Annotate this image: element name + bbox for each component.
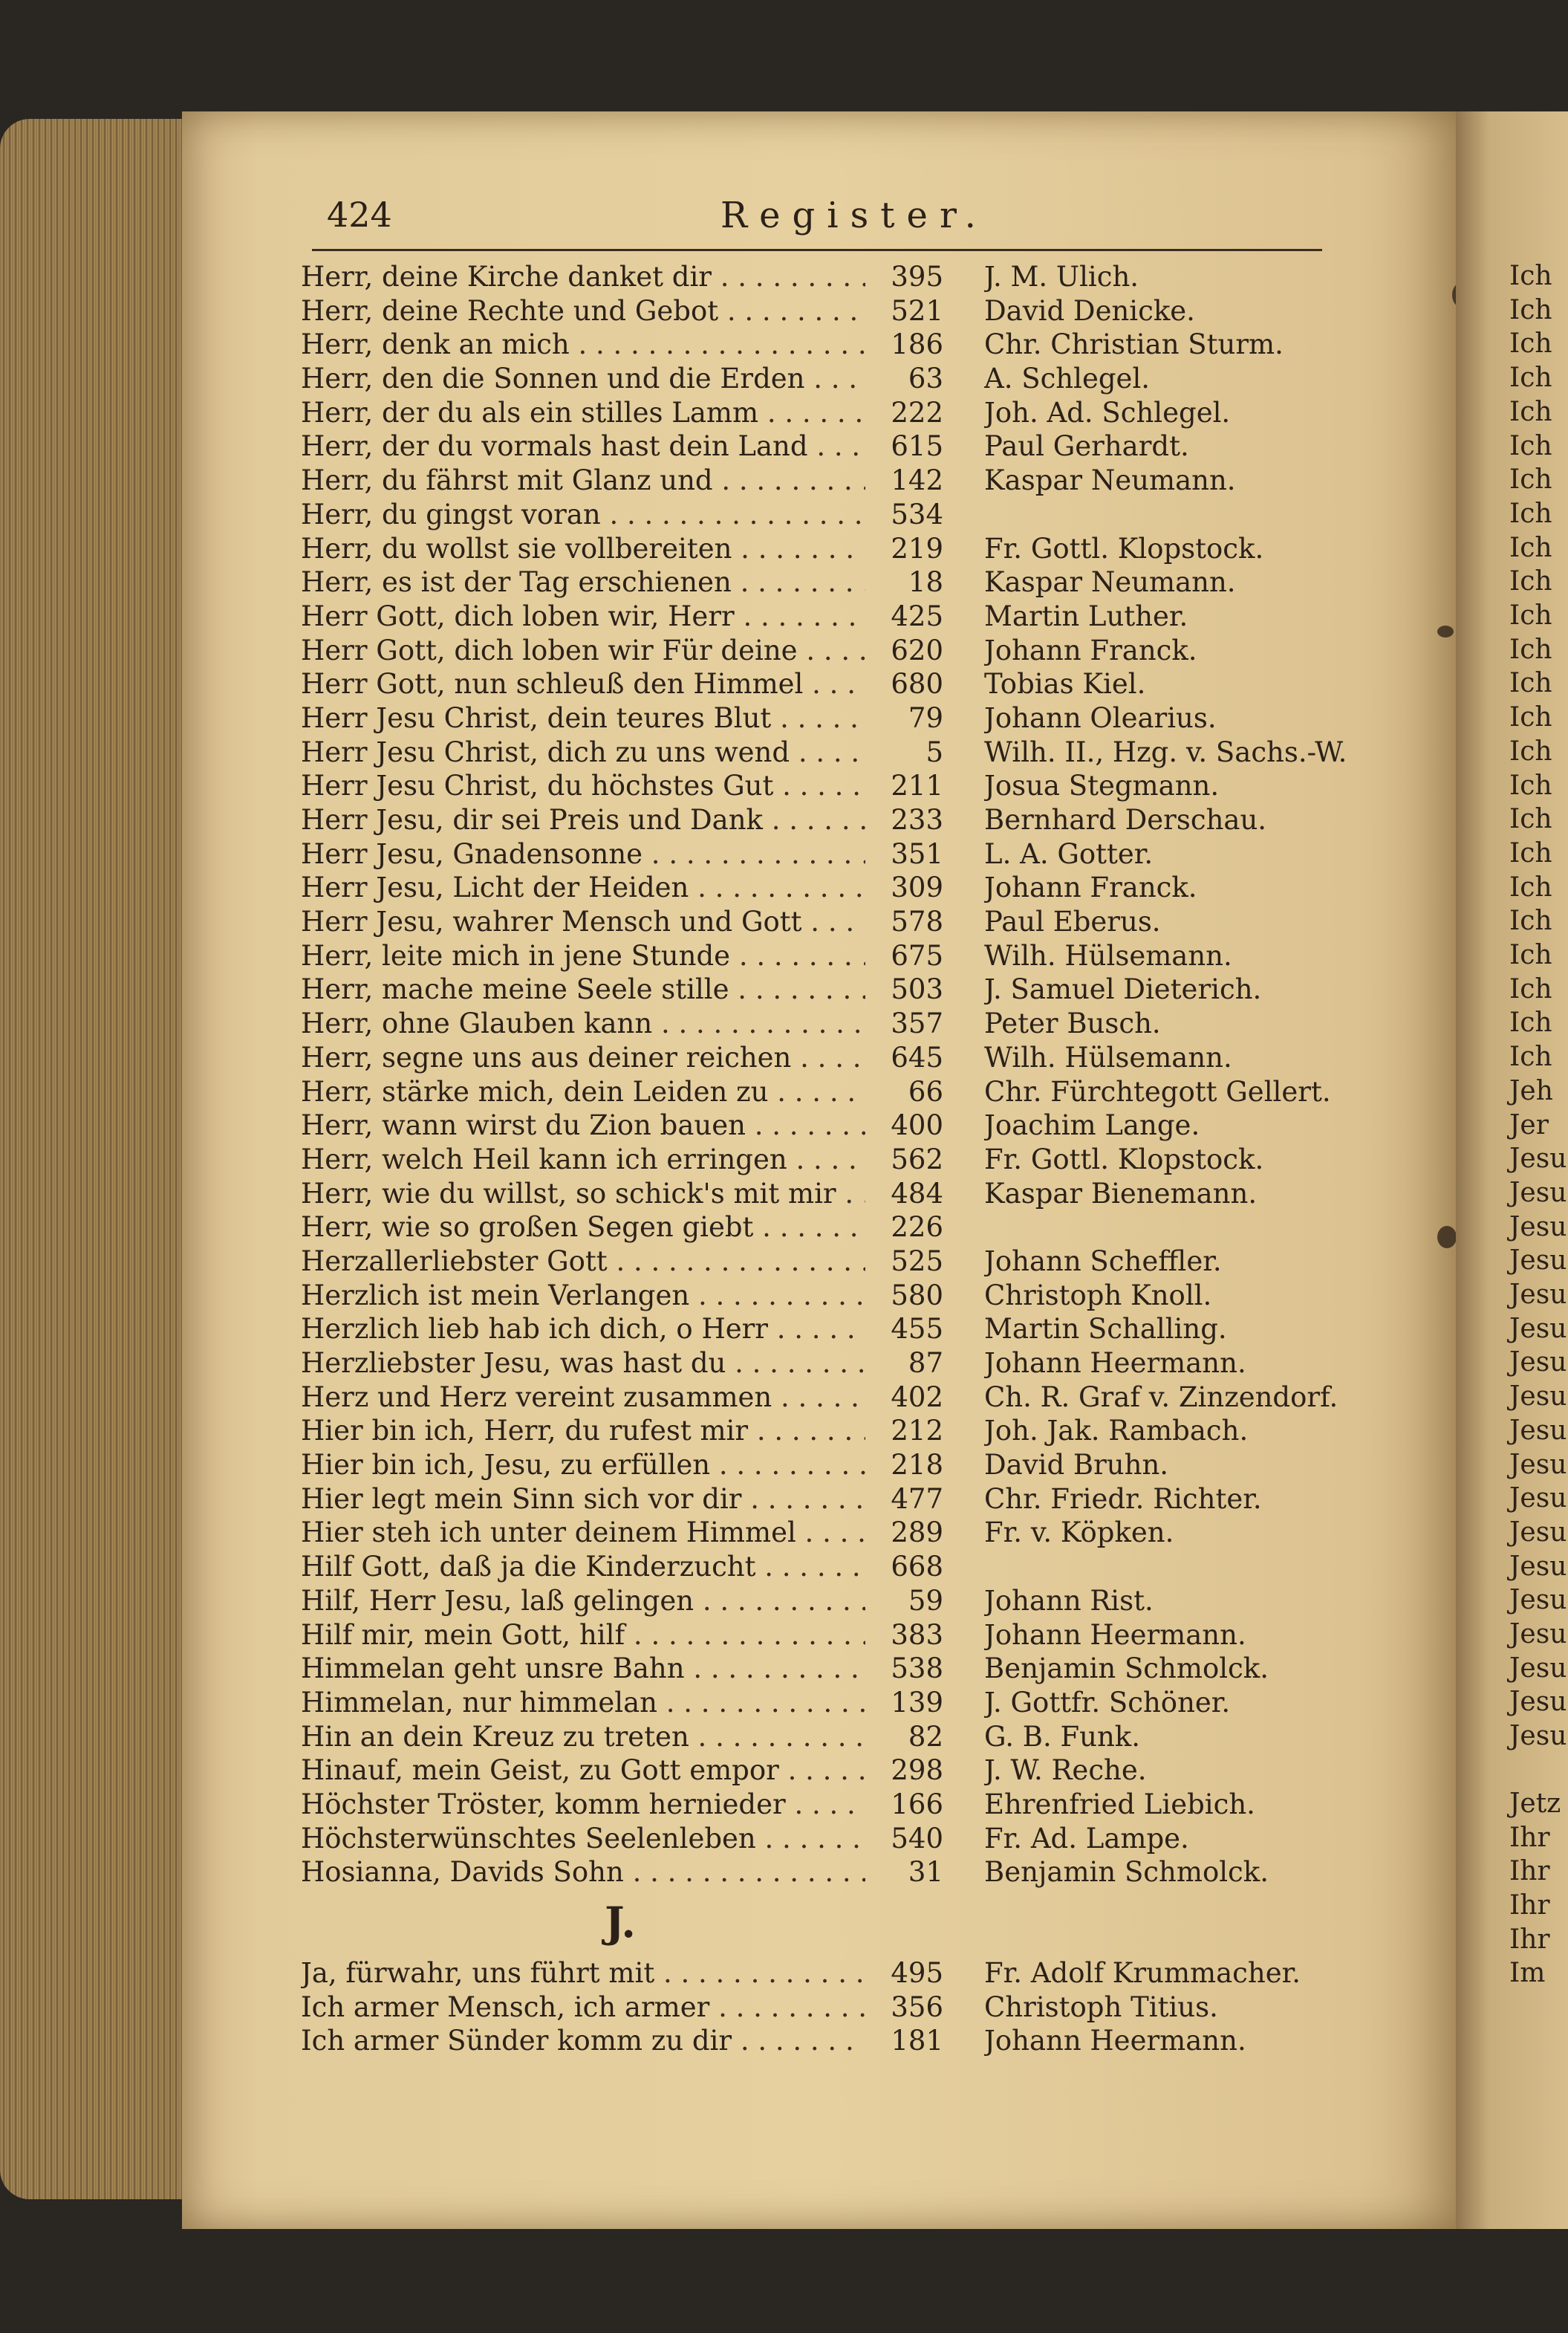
facing-page-fragment: Ich (1509, 837, 1552, 869)
entry-number: 540 (891, 1822, 943, 1855)
entry-author: Fr. Gottl. Klopstock. (984, 1143, 1264, 1175)
register-entry (301, 1618, 1489, 1652)
facing-page-fragment: Ich (1509, 566, 1552, 597)
facing-page-fragment: Ihr (1509, 1822, 1550, 1853)
register-entry (301, 803, 1489, 837)
facing-page-fragment: Jesu (1509, 1483, 1567, 1514)
facing-page-fragment: Ich (1509, 396, 1552, 427)
facing-page-fragment: Jesu (1509, 1381, 1567, 1412)
facing-page-fragment: Ihr (1509, 1924, 1550, 1955)
register-entry (301, 1990, 1489, 2025)
entry-number: 82 (908, 1720, 943, 1753)
entry-author: Tobias Kiel. (984, 668, 1146, 701)
facing-page-fragment: Jer (1509, 1109, 1549, 1140)
entry-author: Martin Luther. (984, 600, 1188, 632)
facing-page-fragment: Jeh (1509, 1075, 1553, 1106)
facing-page-fragment: Jesu (1509, 1551, 1567, 1582)
entry-number: 675 (891, 939, 943, 972)
entry-title: Herr, den die Sonnen und die Erden . . . (301, 362, 865, 396)
register-entry (301, 1007, 1489, 1041)
entry-number: 357 (891, 1007, 943, 1040)
entry-title: Herr Jesu, Licht der Heiden . . . (301, 871, 865, 905)
entry-title: Herr Gott, dich loben wir Für deine . . . (301, 634, 865, 668)
register-entry (301, 294, 1489, 328)
entry-title: Herr, du wollst sie vollbereiten . . . (301, 532, 865, 566)
entry-number: 645 (891, 1041, 943, 1074)
entry-number: 226 (891, 1211, 943, 1244)
entry-author: Fr. Adolf Krummacher. (984, 1957, 1301, 1989)
entry-author: Benjamin Schmolck. (984, 1856, 1269, 1889)
entry-number: 218 (891, 1449, 943, 1482)
entry-title: Hier bin ich, Herr, du rufest mir . . . (301, 1414, 865, 1448)
entry-number: 181 (891, 2025, 943, 2057)
entry-author: Johann Heermann. (984, 1618, 1246, 1651)
entry-title: Herr Jesu, Gnadensonne . . . (301, 837, 865, 872)
entry-title: Himmelan geht unsre Bahn . . . (301, 1652, 865, 1686)
entry-author: Chr. Christian Sturm. (984, 328, 1284, 361)
register-entry (301, 600, 1489, 634)
entry-title: Herr, wie du willst, so schick's mit mir . . . (301, 1177, 865, 1211)
entry-title: Herzallerliebster Gott . . . (301, 1245, 865, 1279)
register-entry (301, 1312, 1489, 1346)
page-number: 424 (327, 195, 392, 235)
entry-author: Johann Heermann. (984, 2025, 1246, 2057)
facing-page-fragment: Ich (1509, 973, 1552, 1005)
entry-title: Himmelan, nur himmelan . . . (301, 1686, 865, 1720)
entry-author: Wilh. Hülsemann. (984, 1041, 1232, 1074)
entry-author: Johann Scheffler. (984, 1245, 1222, 1277)
entry-author: David Bruhn. (984, 1449, 1169, 1482)
entry-title: Hilf Gott, daß ja die Kinderzucht . . . (301, 1550, 865, 1584)
entry-author: J. Gottfr. Schöner. (984, 1686, 1231, 1719)
register-entry (301, 1550, 1489, 1584)
entry-title: Höchster Tröster, komm hernieder . . . (301, 1788, 865, 1822)
facing-page-fragment: Jesu (1509, 1721, 1567, 1752)
register-entry (301, 905, 1489, 939)
entry-title: Herzliebster Jesu, was hast du . . . (301, 1346, 865, 1380)
entry-number: 211 (891, 770, 943, 802)
entry-author: Chr. Fürchtegott Gellert. (984, 1075, 1331, 1108)
register-entry (301, 1652, 1489, 1686)
register-entry (301, 1041, 1489, 1075)
entry-title: Hin an dein Kreuz zu treten . . . (301, 1720, 865, 1754)
entry-title: Hilf mir, mein Gott, hilf . . . (301, 1618, 865, 1652)
entry-author: J. Samuel Dieterich. (984, 973, 1262, 1006)
register-entry (301, 464, 1489, 498)
page-stain (1437, 626, 1454, 637)
entry-title: Ich armer Mensch, ich armer . . . (301, 1990, 865, 2025)
entry-title: Herr Gott, dich loben wir, Herr . . . (301, 600, 865, 634)
entry-number: 400 (891, 1109, 943, 1142)
entry-number: 495 (891, 1957, 943, 1989)
entry-number: 580 (891, 1279, 943, 1311)
entry-title: Herz und Herz vereint zusammen . . . (301, 1380, 865, 1415)
entry-number: 538 (891, 1652, 943, 1685)
entry-number: 186 (891, 328, 943, 361)
entry-author: Joh. Ad. Schlegel. (984, 396, 1231, 429)
facing-page-fragment: Ich (1509, 668, 1552, 699)
entry-title: Herr, segne uns aus deiner reichen . . . (301, 1041, 865, 1075)
entry-author: Joh. Jak. Rambach. (984, 1415, 1249, 1447)
register-entry (301, 1109, 1489, 1143)
entry-number: 79 (908, 701, 943, 734)
facing-page-fragment: Ich (1509, 1042, 1552, 1073)
entry-number: 222 (891, 396, 943, 429)
register-entry (301, 736, 1489, 770)
register-entry (301, 1788, 1489, 1822)
facing-page-fragment: Jesu (1509, 1143, 1567, 1175)
entry-title: Hier legt mein Sinn sich vor dir . . . (301, 1482, 865, 1516)
facing-page-fragment: Jesu (1509, 1687, 1567, 1718)
register-entry (301, 1822, 1489, 1856)
entry-author: Paul Eberus. (984, 906, 1161, 938)
register-entry (301, 1753, 1489, 1788)
entry-title: Herr, wann wirst du Zion bauen . . . (301, 1109, 865, 1143)
facing-page-fragment: Ich (1509, 464, 1552, 496)
register-page (182, 111, 1460, 2229)
entry-author: Martin Schalling. (984, 1313, 1227, 1346)
facing-page-fragment: Jesu (1509, 1516, 1567, 1548)
register-entry (301, 634, 1489, 668)
register-entry (301, 1482, 1489, 1516)
entry-title: Herr, du fährst mit Glanz und . . . (301, 464, 865, 498)
facing-page-fragment: Im (1509, 1958, 1546, 1989)
entry-title: Hosianna, Davids Sohn . . . (301, 1855, 865, 1889)
entry-title: Herzlich ist mein Verlangen . . . (301, 1279, 865, 1313)
facing-page-fragment: Jesu (1509, 1245, 1567, 1276)
entry-author: Ehrenfried Liebich. (984, 1788, 1255, 1820)
entry-title: Hilf, Herr Jesu, laß gelingen . . . (301, 1584, 865, 1618)
entry-author: Chr. Friedr. Richter. (984, 1482, 1262, 1515)
page-title: Register. (720, 195, 988, 236)
register-entry (301, 532, 1489, 566)
facing-page-fragment: Jesu (1509, 1211, 1567, 1242)
entry-title: Hier steh ich unter deinem Himmel . . . (301, 1516, 865, 1550)
entry-number: 142 (891, 464, 943, 497)
register-entry (301, 1448, 1489, 1482)
register-entry (301, 973, 1489, 1007)
register-entry (301, 1956, 1489, 1990)
entry-author: L. A. Gotter. (984, 837, 1154, 870)
entry-number: 425 (891, 600, 943, 632)
facing-page-fragment: Ich (1509, 328, 1552, 360)
entry-title: Herr Jesu, dir sei Preis und Dank . . . (301, 803, 865, 837)
entry-number: 18 (908, 566, 943, 599)
register-entry (301, 328, 1489, 362)
entries-section-h (301, 260, 1489, 1889)
entry-author: Johann Heermann. (984, 1347, 1246, 1379)
facing-page-fragment: Jesu (1509, 1449, 1567, 1480)
register-entry (301, 498, 1489, 532)
entry-number: 356 (891, 1990, 943, 2023)
entry-number: 219 (891, 532, 943, 565)
register-entry (301, 1346, 1489, 1380)
entry-title: Herr, leite mich in jene Stunde . . . (301, 939, 865, 973)
entry-number: 289 (891, 1516, 943, 1549)
register-entry (301, 1210, 1489, 1245)
entry-author: Fr. v. Köpken. (984, 1516, 1174, 1549)
entry-author: Benjamin Schmolck. (984, 1652, 1269, 1685)
facing-page-fragment: Ich (1509, 1007, 1552, 1039)
page-stain (1437, 1226, 1457, 1248)
register-entry (301, 1075, 1489, 1109)
facing-page-fragment: Ich (1509, 294, 1552, 325)
facing-page-fragment: Jesu (1509, 1585, 1567, 1616)
entry-title: Höchsterwünschtes Seelenleben . . . (301, 1822, 865, 1856)
entry-author: Bernhard Derschau. (984, 804, 1267, 836)
facing-page-fragment: Ich (1509, 498, 1552, 529)
register-entry (301, 565, 1489, 600)
book-page-edges (0, 119, 193, 2199)
facing-page-fragment: Jetz (1509, 1788, 1561, 1819)
entry-title: Hinauf, mein Geist, zu Gott empor . . . (301, 1753, 865, 1788)
facing-page-fragment: Ich (1509, 532, 1552, 563)
register-entry (301, 1414, 1489, 1448)
facing-page-fragment: Ich (1509, 261, 1552, 291)
entry-number: 5 (925, 736, 943, 768)
register-entry (301, 1855, 1489, 1889)
register-entry (301, 362, 1489, 396)
entry-author: Christoph Titius. (984, 1990, 1218, 2023)
entry-number: 562 (891, 1143, 943, 1175)
entry-author: Kaspar Neumann. (984, 566, 1236, 599)
entry-title: Herzlich lieb hab ich dich, o Herr . . . (301, 1312, 865, 1346)
entry-number: 484 (891, 1177, 943, 1210)
facing-page-fragment: Jesu (1509, 1177, 1567, 1208)
register-entry (301, 1516, 1489, 1550)
entry-author: Ch. R. Graf v. Zinzendorf. (984, 1380, 1338, 1413)
facing-page-fragment: Ich (1509, 940, 1552, 970)
entry-number: 503 (891, 973, 943, 1006)
entry-number: 395 (891, 261, 943, 293)
entry-number: 455 (891, 1313, 943, 1346)
entry-author: Wilh. Hülsemann. (984, 939, 1232, 972)
register-entry (301, 2024, 1489, 2058)
entry-author: Christoph Knoll. (984, 1279, 1212, 1311)
register-entry (301, 396, 1489, 430)
facing-page-fragment: Ihr (1509, 1889, 1550, 1921)
entry-author: Josua Stegmann. (984, 770, 1220, 802)
entry-author: Fr. Gottl. Klopstock. (984, 532, 1264, 565)
entry-number: 309 (891, 872, 943, 904)
facing-page-edge (1456, 111, 1568, 2229)
entry-title: Herr Gott, nun schleuß den Himmel . . . (301, 667, 865, 701)
entry-title: Herr, welch Heil kann ich erringen . . . (301, 1143, 865, 1177)
register-entries (301, 260, 1489, 2058)
facing-page-fragment: Ich (1509, 634, 1552, 665)
register-entry (301, 1720, 1489, 1754)
entry-title: Herr, denk an mich . . . (301, 328, 865, 362)
entry-number: 477 (891, 1482, 943, 1515)
entry-title: Herr, der du vormals hast dein Land . . . (301, 429, 865, 464)
register-entry (301, 1143, 1489, 1177)
entry-author: Johann Olearius. (984, 701, 1217, 734)
entry-number: 620 (891, 634, 943, 666)
entry-title: Hier bin ich, Jesu, zu erfüllen . . . (301, 1448, 865, 1482)
entry-title: Herr Jesu Christ, dich zu uns wend . . . (301, 736, 865, 770)
section-letter: J. (605, 1898, 636, 1947)
entry-number: 166 (891, 1788, 943, 1820)
facing-page-fragment: Ich (1509, 363, 1552, 394)
facing-page-fragment: Ich (1509, 736, 1552, 767)
entry-title: Herr, ohne Glauben kann . . . (301, 1007, 865, 1041)
entry-number: 383 (891, 1618, 943, 1651)
entry-author: Paul Gerhardt. (984, 430, 1189, 463)
facing-page-fragment: Jesu (1509, 1619, 1567, 1649)
entry-title: Herr, stärke mich, dein Leiden zu . . . (301, 1075, 865, 1109)
register-entry (301, 429, 1489, 464)
register-entry (301, 1380, 1489, 1415)
entry-author: J. W. Reche. (984, 1754, 1147, 1787)
entry-number: 59 (908, 1584, 943, 1617)
register-entry (301, 1686, 1489, 1720)
entry-author: Kaspar Neumann. (984, 464, 1236, 497)
entry-number: 298 (891, 1754, 943, 1787)
entry-number: 139 (891, 1686, 943, 1719)
entry-title: Herr, wie so großen Segen giebt . . . (301, 1210, 865, 1245)
entry-number: 578 (891, 906, 943, 938)
entry-number: 615 (891, 430, 943, 463)
register-entry (301, 260, 1489, 294)
entry-author: David Denicke. (984, 294, 1195, 327)
entries-section-j (301, 1956, 1489, 2058)
entry-title: Herr Jesu, wahrer Mensch und Gott . . . (301, 905, 865, 939)
entry-title: Herr, deine Kirche danket dir . . . (301, 260, 865, 294)
entry-number: 351 (891, 837, 943, 870)
entry-author: Fr. Ad. Lampe. (984, 1822, 1189, 1855)
entry-number: 521 (891, 294, 943, 327)
entry-author: Peter Busch. (984, 1007, 1161, 1040)
entry-title: Herr, es ist der Tag erschienen . . . (301, 565, 865, 600)
entry-title: Herr, der du als ein stilles Lamm . . . (301, 396, 865, 430)
entry-number: 63 (908, 363, 943, 395)
entry-author: Kaspar Bienemann. (984, 1177, 1258, 1210)
entry-author: Joachim Lange. (984, 1109, 1200, 1142)
facing-page-fragment: Jesu (1509, 1347, 1567, 1378)
entry-title: Herr, mache meine Seele stille . . . (301, 973, 865, 1007)
entry-number: 31 (908, 1856, 943, 1889)
entry-number: 87 (908, 1347, 943, 1379)
header-rule (312, 249, 1322, 251)
entry-title: Herr Jesu Christ, dein teures Blut . . . (301, 701, 865, 736)
entry-author: Johann Franck. (984, 872, 1197, 904)
entry-number: 233 (891, 804, 943, 836)
register-entry (301, 1279, 1489, 1313)
facing-page-fragment: Jesu (1509, 1415, 1567, 1446)
entry-title: Herr, du gingst voran . . . (301, 498, 865, 532)
entry-title: Ja, fürwahr, uns führt mit . . . (301, 1956, 865, 1990)
facing-page-fragment: Ich (1509, 872, 1552, 903)
facing-page-fragment: Ich (1509, 804, 1552, 835)
register-entry (301, 667, 1489, 701)
entry-number: 668 (891, 1551, 943, 1583)
entry-author: J. M. Ulich. (984, 261, 1139, 293)
entry-number: 534 (891, 498, 943, 530)
entry-author: A. Schlegel. (984, 363, 1151, 395)
entry-author: Johann Rist. (984, 1584, 1154, 1617)
entry-number: 402 (891, 1380, 943, 1413)
facing-page-fragment: Ich (1509, 600, 1552, 631)
facing-page-fragment: Ihr (1509, 1856, 1550, 1887)
entry-author: Wilh. II., Hzg. v. Sachs.-W. (984, 736, 1347, 768)
register-entry (301, 1584, 1489, 1618)
facing-page-fragment: Ich (1509, 702, 1552, 733)
facing-page-fragment: Jesu (1509, 1652, 1567, 1684)
entry-author: Johann Franck. (984, 634, 1197, 666)
entry-number: 680 (891, 668, 943, 701)
register-entry (301, 1245, 1489, 1279)
entry-author: G. B. Funk. (984, 1720, 1140, 1753)
facing-page-fragment: Ich (1509, 430, 1552, 461)
register-entry (301, 939, 1489, 973)
facing-page-fragment: Ich (1509, 770, 1552, 801)
register-entry (301, 837, 1489, 872)
register-entry (301, 769, 1489, 803)
register-entry (301, 871, 1489, 905)
register-entry (301, 1177, 1489, 1211)
facing-page-fragment: Ich (1509, 906, 1552, 937)
entry-number: 66 (908, 1075, 943, 1108)
facing-page-fragment: Jesu (1509, 1279, 1567, 1310)
facing-page-fragment: Jesu (1509, 1313, 1567, 1344)
entry-title: Herr Jesu Christ, du höchstes Gut . . . (301, 769, 865, 803)
entry-number: 525 (891, 1245, 943, 1277)
entry-title: Herr, deine Rechte und Gebot . . . (301, 294, 865, 328)
entry-number: 212 (891, 1415, 943, 1447)
register-entry (301, 701, 1489, 736)
entry-title: Ich armer Sünder komm zu dir . . . (301, 2024, 865, 2058)
